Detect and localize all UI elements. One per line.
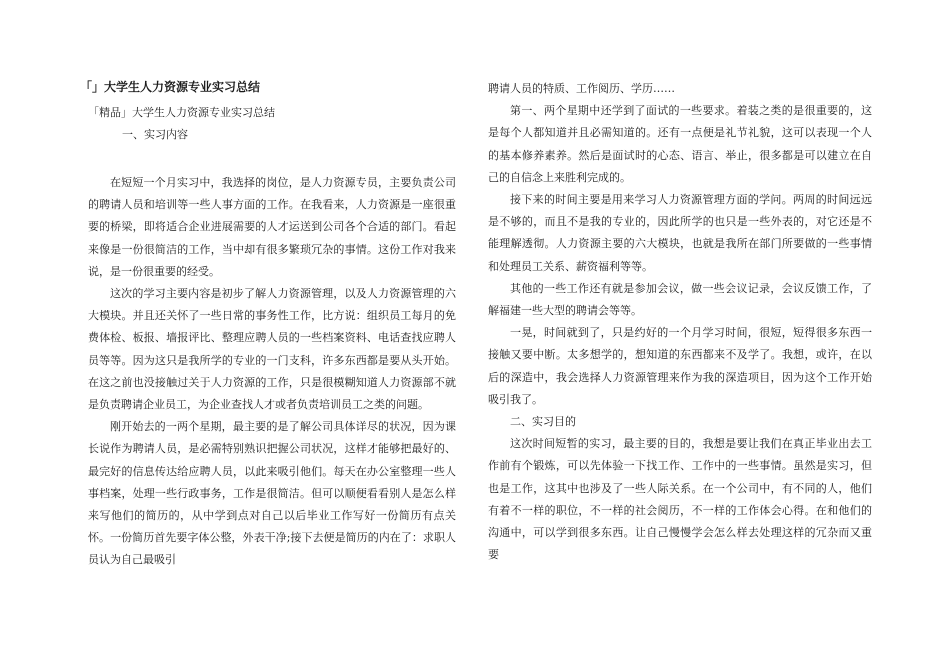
paragraph: 一晃，时间就到了，只是约好的一个月学习时间，很短，短得很多东西一接触又要中断。太多想学的，想知道的东西都来不及学了。我想，或许，在以后的深造中，我会选择人力资源管理来作为我的深造项目，因为这个工作开始吸引我了。 (488, 326, 872, 406)
paragraph: 这次的学习主要内容是初步了解人力资源管理，以及人力资源管理的六大模块。并且还关怀了一些日常的事务性工作，比方说：组织员工每月的免费体检、板报、墙报评比、整理应聘人员的一些档案资料、电话查找应聘人员等等。因为这只是我所学的专业的一门支科，许多东西都是要从头开始。在这之前也没接触过关于人力资源的工作，只是很模糊知道人力资源部不就是负责聘请企业员工，为企业查找人才或者负责培训员工之类的问题。 (88, 287, 456, 412)
section-heading-1: 一、实习内容 (122, 128, 188, 141)
paragraph: 刚开始去的一两个星期，最主要的是了解公司具体详尽的状况，因为课长说作为聘请人员，是必需特别熟识把握公司状况，这样才能够把最好的、最完好的信息传达给应聘人员，以此来吸引他们。每天在办公室整理一些人事档案，处理一些行政事务，工作是很简洁。但可以顺便看看别人是怎么样来写他们的简历的，从中学到点对自己以后毕业工作写好一份简历有点关怀。一份简历首先要字体公整，外表干净;接下去便是简历的内在了：求职人员认为自己最吸引 (88, 420, 456, 567)
left-column (80, 78, 456, 572)
document-subtitle: 「精品」大学生人力资源专业实习总结 (88, 106, 275, 119)
section-heading-2: 二、实习目的 (510, 415, 576, 429)
paragraph: 其他的一些工作还有就是参加会议，做一些会议记录，会议反馈工作，了解福建一些大型的聘请会等等。 (488, 281, 872, 318)
paragraph: 在短短一个月实习中，我选择的岗位，是人力资源专员，主要负责公司的聘请人员和培训等一些人事方面的工作。在我看来，人力资源是一座很重要的桥梁，即将适合企业进展需要的人才运送到公司各个合适的部门。看起来像是一份很简洁的工作，当中却有很多繁琐冗杂的事情。这份工作对我来说，是一份很重要的经受。 (88, 176, 456, 278)
right-column (488, 78, 872, 566)
paragraph-continuation: 聘请人员的特质、工作阅历、学历…… (488, 82, 675, 95)
document-title: 「」大学生人力资源专业实习总结 (80, 80, 261, 94)
paragraph: 接下来的时间主要是用来学习人力资源管理方面的学问。两周的时间远远是不够的，而且不是我的专业的，因此所学的也只是一些外表的，对它还是不能理解透彻。人力资源主要的六大模块，也就是我所在部门所要做的一些事情和处理员工关系、薪资福利等等。 (488, 193, 872, 273)
paragraph: 第一、两个星期中还学到了面试的一些要求。着装之类的是很重要的，这是每个人都知道并且必需知道的。还有一点便是礼节礼貌，这可以表现一个人的基本修养素养。然后是面试时的心态、语言、举止，很多都是可以建立在自己的自信念上来胜利完成的。 (488, 104, 872, 184)
paragraph: 这次时间短暂的实习，最主要的目的，我想是要让我们在真正毕业出去工作前有个锻炼，可以先体验一下找工作、工作中的一些事情。虽然是实习，但也是工作，这其中也涉及了一些人际关系。在一个公司中，有不同的人，他们有着不一样的职位，不一样的社会阅历，不一样的工作体会心得。在和他们的沟通中，可以学到很多东西。让自己慢慢学会怎么样去处理这样的冗杂而又重要 (488, 437, 872, 562)
